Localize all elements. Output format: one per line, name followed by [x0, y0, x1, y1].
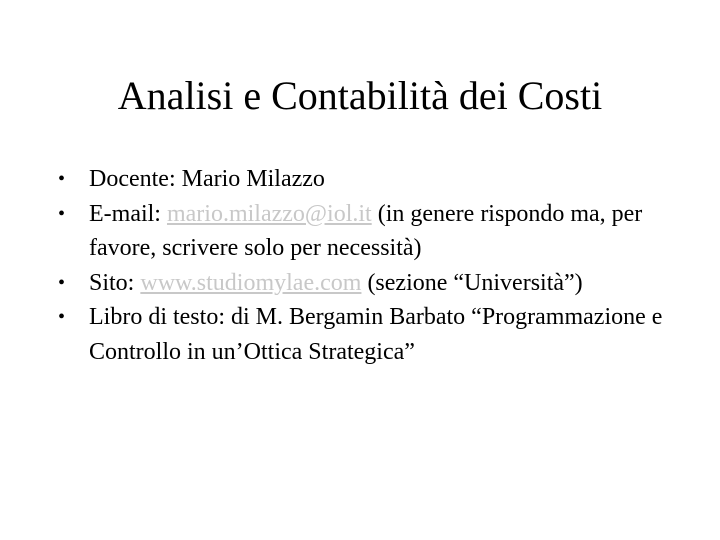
bullet-icon: • [58, 202, 66, 225]
sito-note: (sezione “Università”) [361, 269, 583, 296]
bullet-item-libro [58, 300, 678, 369]
textbook-text: Libro di testo: di M. Bergamin Barbato “Programmazione e Controllo in un’Ottica Strategica” [89, 304, 663, 365]
email-note: (in genere rispondo ma, per favore, scrivere solo per necessità) [89, 200, 643, 261]
bullet-item-email [58, 197, 678, 266]
website-link[interactable]: www.studiomylae.com [140, 269, 362, 296]
bullet-item-docente [58, 162, 678, 197]
docente-text: Docente: Mario Milazzo [89, 166, 325, 192]
slide-title: Analisi e Contabilità dei Costi [117, 73, 603, 118]
sito-label: Sito: [89, 269, 141, 296]
bullet-icon: • [58, 168, 66, 190]
bullet-icon: • [58, 271, 66, 294]
bullet-item-sito [58, 266, 678, 301]
bullet-list [58, 162, 678, 369]
bullet-icon: • [58, 306, 66, 328]
email-link[interactable]: mario.milazzo@iol.it [166, 200, 372, 227]
email-label: E-mail: [89, 200, 167, 227]
